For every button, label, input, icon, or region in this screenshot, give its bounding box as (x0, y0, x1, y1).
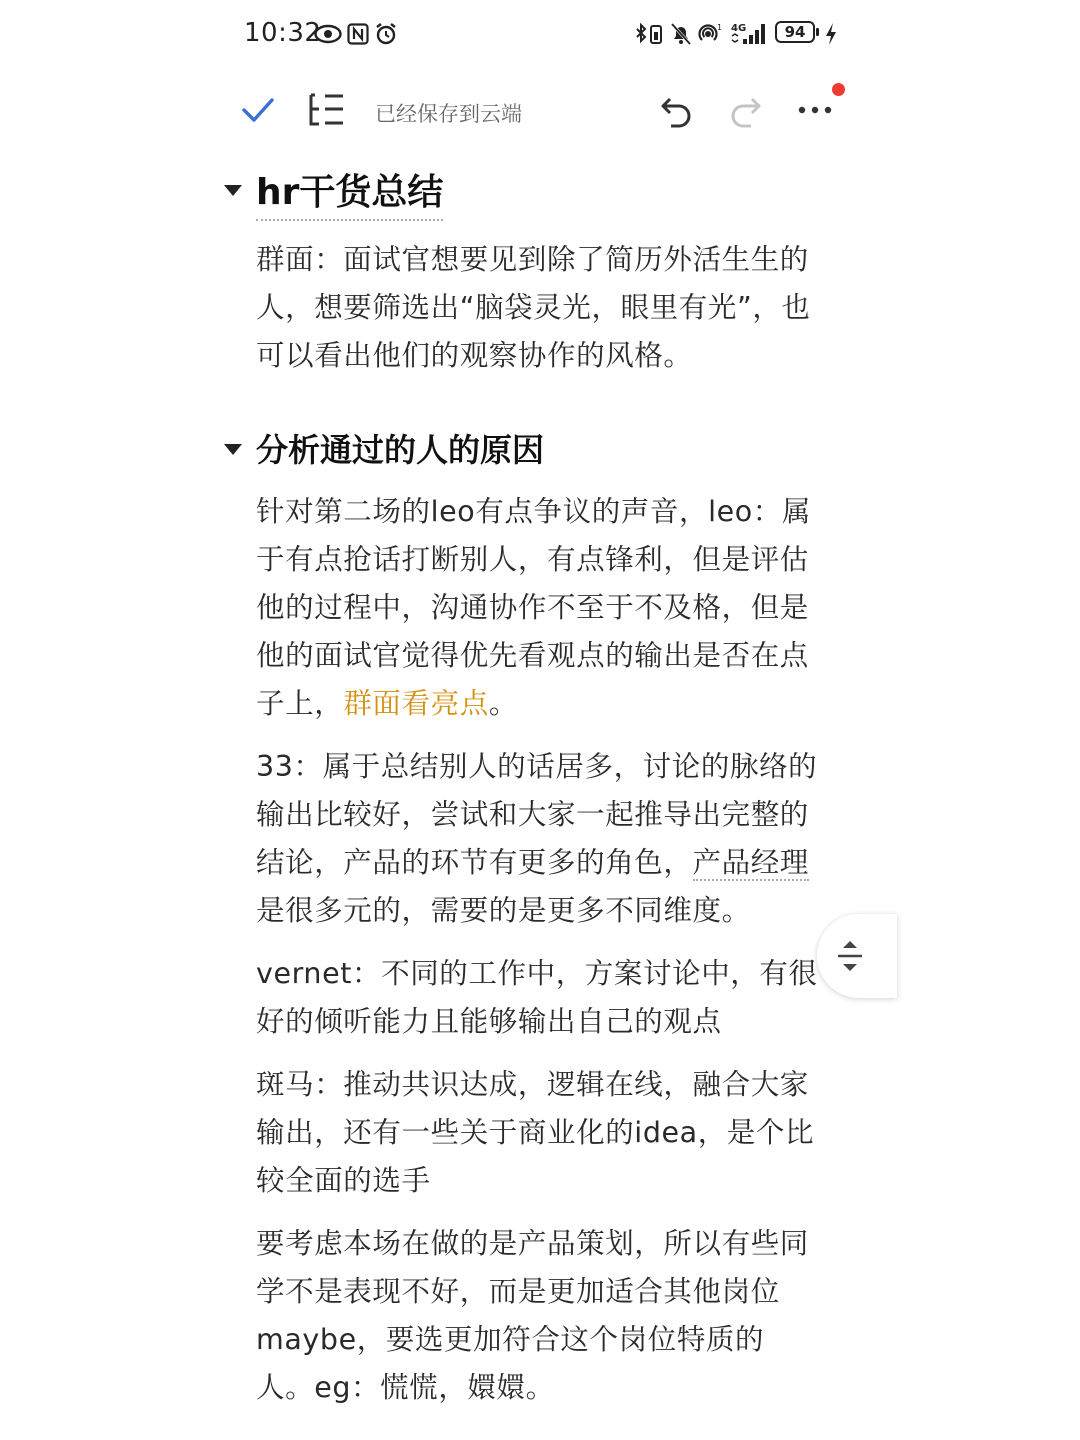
status-time: 10:32 (244, 18, 322, 48)
scroll-handle[interactable] (817, 914, 897, 998)
more-icon (797, 105, 833, 115)
redo-icon (727, 93, 763, 129)
undo-button[interactable] (656, 90, 698, 132)
svg-text:4G: 4G (731, 23, 747, 34)
alarm-icon (374, 20, 398, 48)
charging-icon (824, 20, 838, 48)
heading-2[interactable]: 分析通过的人的原因 (256, 431, 545, 469)
bluetooth-battery-icon (634, 20, 666, 48)
status-bar (0, 0, 1080, 68)
redo-button[interactable] (724, 90, 766, 132)
document-body (0, 158, 1080, 1412)
underlined-text: 产品经理 (692, 846, 809, 879)
collapse-triangle-icon[interactable] (224, 444, 242, 455)
paragraph-zebra[interactable]: 斑马：推动共识达成，逻辑在线，融合大家输出，还有一些关于商业化的idea，是个比较全面的选手 (256, 1068, 815, 1197)
editor-toolbar (0, 76, 1080, 146)
signal-icon (729, 20, 771, 48)
eye-icon (314, 20, 342, 48)
section-hr-summary (0, 158, 1080, 380)
nfc-icon (347, 20, 369, 48)
notification-dot (832, 83, 845, 96)
outline-button[interactable] (304, 90, 346, 130)
drag-handle-icon (835, 938, 865, 974)
paragraph-vernet[interactable]: vernet：不同的工作中，方案讨论中，有很好的倾听能力且能够输出自己的观点 (256, 957, 818, 1038)
collapse-triangle-icon[interactable] (224, 185, 242, 196)
paragraph-leo[interactable]: 针对第二场的leo有点争议的声音，leo：属于有点抢话打断别人，有点锋利，但是评估他的过程中，沟通协作不至于不及格，但是他的面试官觉得优先看观点的输出是否在点子上，群面看亮点。 (256, 495, 811, 720)
battery-indicator: 94 (775, 21, 815, 43)
heading-1[interactable]: hr干货总结 (256, 164, 443, 215)
save-status: 已经保存到云端 (375, 102, 522, 126)
svg-text:1: 1 (717, 23, 722, 32)
check-icon (241, 97, 275, 123)
hotspot-icon (696, 20, 722, 48)
more-button[interactable] (794, 92, 836, 128)
outline-list-icon (305, 92, 345, 128)
mute-icon (670, 20, 692, 48)
paragraph-33[interactable]: 33：属于总结别人的话居多，讨论的脉络的输出比较好，尝试和大家一起推导出完整的结论，产品的环节有更多的角色，产品经理是很多元的，需要的是更多不同维度。 (256, 750, 818, 927)
section-analysis (0, 420, 1080, 1412)
paragraph-conclusion[interactable]: 要考虑本场在做的是产品策划，所以有些同学不是表现不好，而是更加适合其他岗位maybe，要选更加符合这个岗位特质的人。eg：慌慌，嬛嬛。 (256, 1227, 809, 1404)
paragraph[interactable]: 群面：面试官想要见到除了简历外活生生的人，想要筛选出“脑袋灵光，眼里有光”，也可以看出他们的观察协作的风格。 (256, 243, 811, 372)
highlighted-text: 群面看亮点 (343, 687, 489, 720)
undo-icon (659, 93, 695, 129)
done-button[interactable] (238, 90, 278, 130)
